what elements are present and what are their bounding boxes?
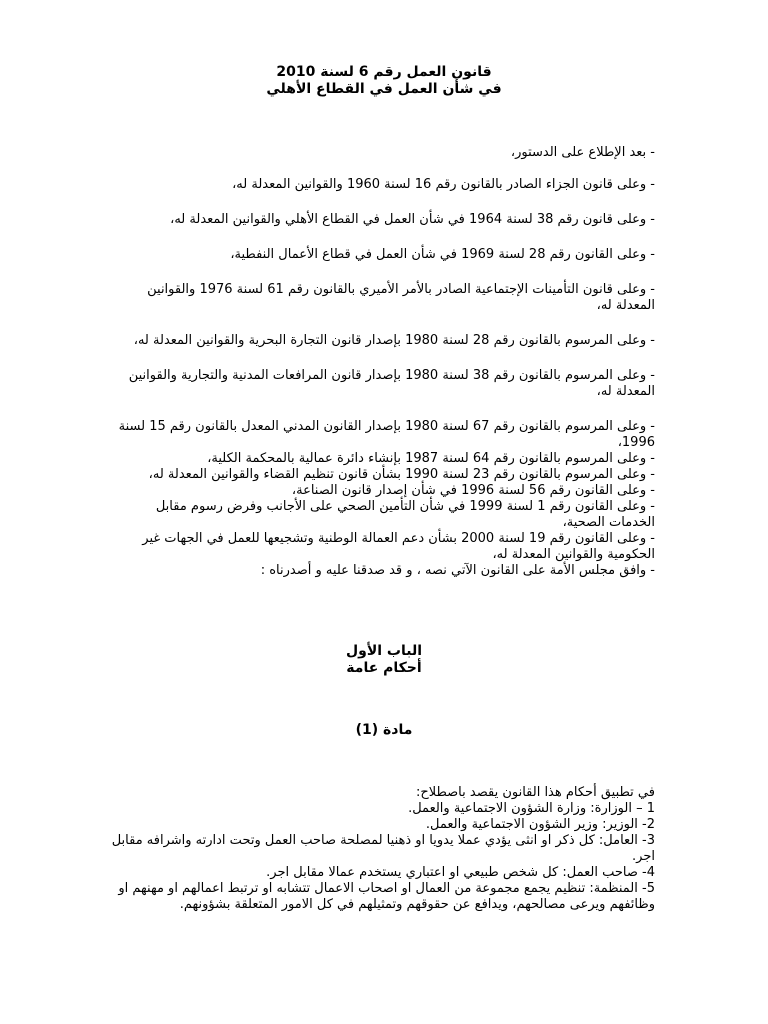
preamble-item: - وافق مجلس الأمة على القانون الآتي نصه ، و قد صدقنا عليه و أصدرناه :: [260, 563, 655, 578]
preamble-item: - وعلى المرسوم بالقانون رقم 64 لسنة 1987 بإنشاء دائرة عمالية بالمحكمة الكلية،: [207, 451, 655, 466]
preamble-item: - وعلى المرسوم بالقانون رقم 23 لسنة 1990 بشأن قانون تنظيم القضاء والقوانين المعدلة له،: [148, 467, 655, 482]
preamble-item: - وعلى قانون رقم 38 لسنة 1964 في شأن العمل في القطاع الأهلي والقوانين المعدلة له،: [170, 212, 655, 227]
article-heading: مادة (1): [355, 722, 413, 738]
definition-item: 1 – الوزارة: وزارة الشؤون الاجتماعية والعمل.: [408, 801, 655, 816]
chapter-title: الباب الأول: [345, 643, 423, 659]
law-subtitle: في شأن العمل في القطاع الأهلي: [266, 81, 502, 97]
preamble-item: - وعلى القانون رقم 19 لسنة 2000 بشأن دعم العمالة الوطنية وتشجيعها للعمل في الجهات غير الحكومية والقوانين المعدلة له،: [142, 531, 655, 562]
definition-item: 3- العامل: كل ذكر او انثى يؤدي عملا يدويا او ذهنيا لمصلحة صاحب العمل وتحت ادارته واشرافه مقابل اجر.: [111, 833, 655, 864]
preamble-item: - وعلى القانون رقم 56 لسنة 1996 في شأن إصدار قانون الصناعة،: [291, 483, 655, 498]
definitions: [110, 785, 655, 913]
preamble-item: - وعلى القانون رقم 28 لسنة 1969 في شأن العمل في قطاع الأعمال النفطية،: [230, 247, 655, 262]
preamble-item: - وعلى قانون التأمينات الإجتماعية الصادر بالأمر الأميري بالقانون رقم 61 لسنة 1976 والقوانين المعدلة له،: [147, 282, 655, 313]
chapter-subtitle: أحكام عامة: [346, 660, 422, 676]
preamble-item: - وعلى المرسوم بالقانون رقم 38 لسنة 1980 بإصدار قانون المرافعات المدنية والتجارية والقوانين المعدلة له،: [128, 368, 655, 399]
definition-item: 2- الوزير: وزير الشؤون الاجتماعية والعمل.: [425, 817, 655, 832]
preamble-item: - وعلى القانون رقم 1 لسنة 1999 في شأن التأمين الصحي على الأجانب وفرض رسوم مقابل الخدمات الصحية،: [155, 499, 655, 530]
law-title: قانون العمل رقم 6 لسنة 2010: [276, 64, 492, 80]
chapter-heading: [0, 643, 768, 677]
definition-item: 4- صاحب العمل: كل شخص طبيعي او اعتباري يستخدم عمالا مقابل اجر.: [266, 865, 655, 880]
definition-item: 5- المنظمة: تنظيم يجمع مجموعة من العمال او اصحاب الاعمال تتشابه او ترتبط اعمالهم او مهنهم او وظائفهم ويرعى مصالحهم، ويدافع عن حقوقهم وتمثيلهم في كل الامور المتعلقة بشؤونهم.: [118, 881, 655, 912]
preamble-item: - وعلى المرسوم بالقانون رقم 28 لسنة 1980 بإصدار قانون التجارة البحرية والقوانين المعدلة له،: [133, 333, 655, 348]
preamble-item: - وعلى المرسوم بالقانون رقم 67 لسنة 1980 بإصدار القانون المدني المعدل بالقانون رقم 15 لسنة 1996،: [118, 419, 655, 450]
preamble-item: - بعد الإطلاع على الدستور،: [510, 145, 655, 160]
law-title-block: [0, 64, 768, 98]
preamble: [110, 145, 655, 579]
definitions-intro: في تطبيق أحكام هذا القانون يقصد باصطلاح:: [415, 785, 655, 800]
preamble-item: - وعلى قانون الجزاء الصادر بالقانون رقم 16 لسنة 1960 والقوانين المعدلة له،: [232, 177, 655, 192]
